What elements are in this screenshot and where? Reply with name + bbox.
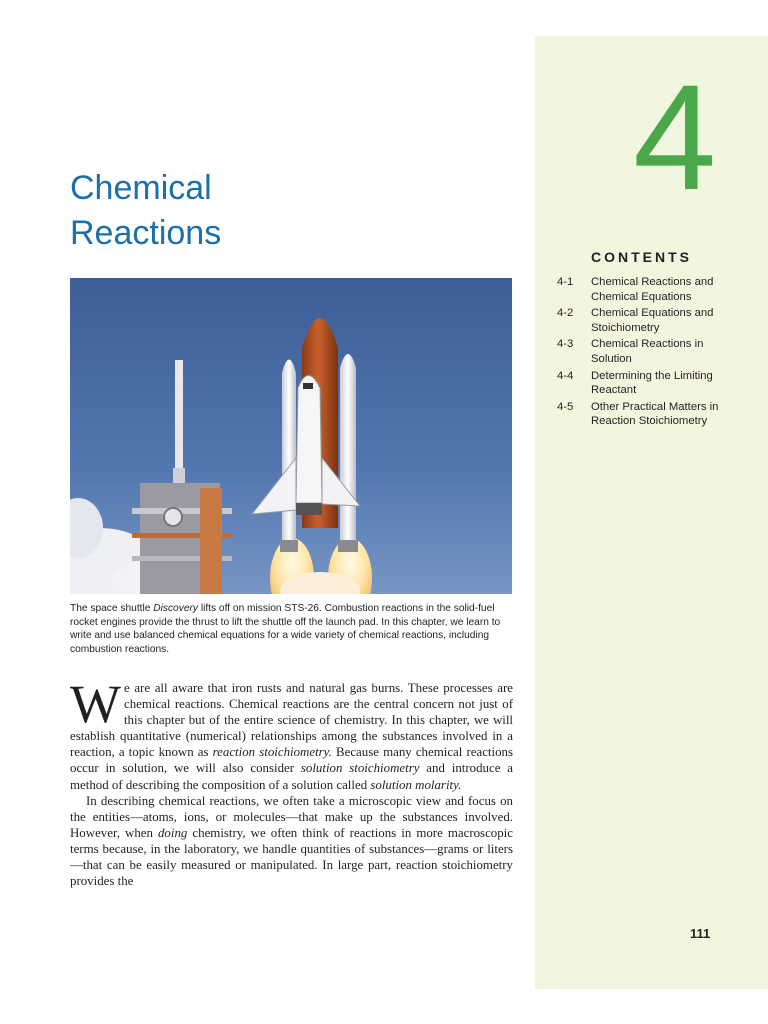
contents-item[interactable] <box>557 306 757 335</box>
contents-item-number: 4-2 <box>557 307 574 320</box>
contents-item-title: Chemical Reactions in Solution <box>591 338 704 365</box>
contents-item[interactable] <box>557 369 757 398</box>
contents-item-number: 4-1 <box>557 276 574 288</box>
space-shuttle-photo <box>70 278 512 594</box>
p1-italic-1: reaction stoichiometry. <box>212 745 332 760</box>
chapter-title-line1: Chemical <box>70 169 212 207</box>
p2-text-b: chemistry, we often think of reactions in more macroscopic terms because, in the laboratory, we handle quantities of substances—grams or liters—that can be easily measured or manipulated. In large part, reaction stoichiometry provides the <box>70 825 513 889</box>
p2-text-a: In describing chemical reactions, we often take a microscopic view and focus on the entities—atoms, ions, or molecules—that make up the substances involved. However, when <box>70 793 513 840</box>
chapter-title-line2: Reactions <box>70 214 222 252</box>
contents-list <box>557 275 757 431</box>
contents-heading: CONTENTS <box>591 249 692 265</box>
p1-italic-2: solution stoichiometry <box>300 761 420 776</box>
contents-item-title: Chemical Reactions and Chemical Equations <box>591 276 714 303</box>
body-text <box>70 674 513 889</box>
caption-italic: Discovery <box>153 603 198 614</box>
p1-text-b: Because many chemical reactions occur in solution, we will also consider <box>70 745 513 776</box>
p1-text-a: e are all aware that iron rusts and natural gas burns. These processes are chemical reactions. Chemical reactions are the central concern not just of this chapter but of the entire science of chemistry. In this chapter, we will establish quantitative (numerical) relationships among the substances involved in a reaction, a topic known as <box>70 681 513 760</box>
chapter-title <box>70 166 390 256</box>
contents-item[interactable] <box>557 275 757 304</box>
p2-italic-1: doing <box>157 825 188 840</box>
contents-item-number: 4-4 <box>557 369 574 382</box>
p1-italic-3: solution molarity. <box>370 777 462 792</box>
body-paragraph-1 <box>70 674 513 793</box>
p1-text-c: and introduce a method of describing the composition of a solution called <box>70 761 513 792</box>
caption-text-1: The space shuttle <box>70 603 154 614</box>
photo-caption <box>70 602 514 656</box>
contents-item[interactable] <box>557 400 757 429</box>
contents-item-title: Determining the Limiting Reactant <box>591 369 713 397</box>
drop-cap: W <box>70 674 121 734</box>
body-paragraph-2 <box>70 793 513 890</box>
contents-item-title: Other Practical Matters in Reaction Stoichiometry <box>591 400 719 428</box>
page-number: 111 <box>690 926 711 941</box>
contents-item-number: 4-3 <box>557 338 574 351</box>
caption-text-2: lifts off on mission STS-26. Combustion reactions in the solid-fuel rocket engines provide the thrust to lift the shuttle off the launch pad. In this chapter, we learn to write and use balanced chemical equations for a wide variety of chemical reactions, including combustion reactions. <box>70 603 501 655</box>
contents-item[interactable] <box>557 337 757 366</box>
contents-item-number: 4-5 <box>557 400 574 413</box>
contents-item-title: Chemical Equations and Stoichiometry <box>591 307 714 334</box>
chapter-number: 4 <box>633 53 713 221</box>
